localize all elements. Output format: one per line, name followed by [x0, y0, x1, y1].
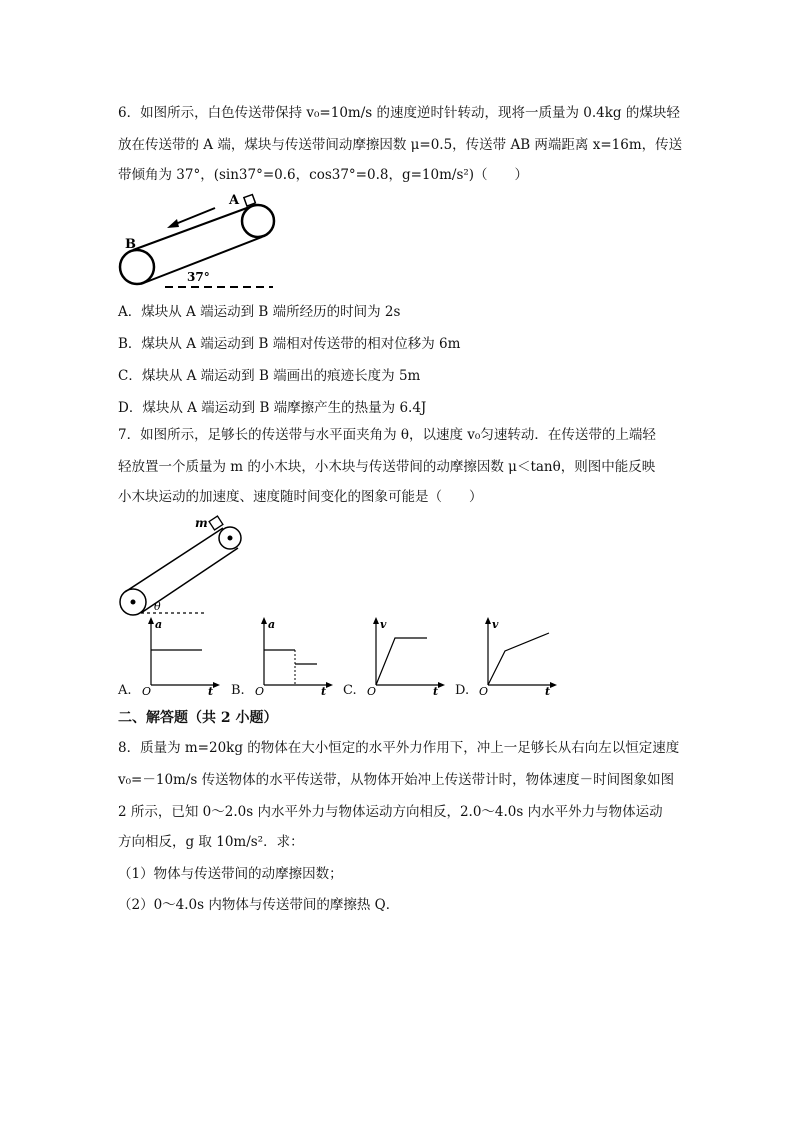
q6-option-a: A．煤块从 A 端运动到 B 端所经历的时间为 2s [118, 304, 401, 320]
label-b: B [125, 237, 136, 252]
section-heading: 二、解答题（共 2 小题） [118, 710, 278, 726]
label-a: A [229, 193, 240, 208]
svg-text:v: v [492, 618, 499, 631]
mass-label: m [195, 516, 208, 530]
graph-b [253, 615, 333, 697]
graph-d [477, 615, 557, 697]
svg-text:a: a [268, 618, 276, 631]
svg-text:t: t [208, 685, 214, 697]
graph-c-letter: C. [343, 683, 357, 698]
q8-sub-1: （1）物体与传送带间的动摩擦因数； [118, 866, 343, 882]
q6-option-c: C．煤块从 A 端运动到 B 端画出的痕迹长度为 5m [118, 368, 421, 384]
graph-c [365, 615, 445, 697]
pulley-a [242, 205, 274, 237]
wood-block [209, 516, 223, 530]
angle-label: 37° [187, 270, 210, 284]
graph-b-letter: B. [231, 683, 245, 698]
q6-line-1: 6．如图所示，白色传送带保持 v₀=10m/s 的速度逆时针转动，现将一质量为 0.4kg 的煤块轻 [118, 105, 680, 121]
q6-option-d: D．煤块从 A 端运动到 B 端摩擦产生的热量为 6.4J [118, 400, 427, 416]
svg-text:t: t [321, 685, 327, 697]
svg-text:a: a [155, 618, 163, 631]
svg-text:v: v [380, 618, 387, 631]
theta-label: θ [154, 600, 161, 613]
belt-top [133, 205, 255, 250]
coal-block [244, 195, 256, 207]
q8-line-4: 方向相反，g 取 10m/s²．求： [118, 834, 304, 850]
pulley-b [120, 250, 154, 284]
q7-line-2: 轻放置一个质量为 m 的小木块，小木块与传送带间的动摩擦因数 μ＜tanθ，则图中能反映 [118, 459, 656, 475]
q8-sub-2: （2）0～4.0s 内物体与传送带间的摩擦热 Q． [118, 897, 400, 913]
svg-text:O: O [367, 685, 377, 697]
q6-line-2: 放在传送带的 A 端，煤块与传送带间动摩擦因数 μ=0.5，传送带 AB 两端距离 x=16m，传送 [118, 137, 683, 153]
q7-line-3: 小木块运动的加速度、速度随时间变化的图象可能是（ ） [118, 489, 483, 505]
q6-option-b: B．煤块从 A 端运动到 B 端相对传送带的相对位移为 6m [118, 336, 461, 352]
svg-text:t: t [433, 685, 439, 697]
q7-conveyor-figure [115, 512, 245, 617]
svg-text:O: O [479, 685, 489, 697]
q8-line-2: v₀=－10m/s 传送物体的水平传送带，从物体开始冲上传送带计时，物体速度－时间图象如图 [118, 772, 675, 788]
q6-conveyor-figure [115, 190, 295, 292]
graph-a [140, 615, 220, 697]
graph-d-letter: D. [455, 683, 470, 698]
graph-a-letter: A. [118, 683, 132, 698]
q8-line-3: 2 所示，已知 0～2.0s 内水平外力与物体运动方向相反，2.0～4.0s 内水平外力与物体运动 [118, 804, 663, 820]
svg-text:O: O [142, 685, 152, 697]
q6-line-3: 带倾角为 37°，(sin37°=0.6，cos37°=0.8，g=10m/s²)（ ） [118, 167, 529, 183]
q7-line-1: 7．如图所示，足够长的传送带与水平面夹角为 θ，以速度 v₀匀速转动．在传送带的上端轻 [118, 427, 656, 443]
q8-line-1: 8．质量为 m=20kg 的物体在大小恒定的水平外力作用下，冲上一足够长从右向左以恒定速度 [118, 740, 680, 756]
svg-text:t: t [545, 685, 551, 697]
svg-text:O: O [255, 685, 265, 697]
